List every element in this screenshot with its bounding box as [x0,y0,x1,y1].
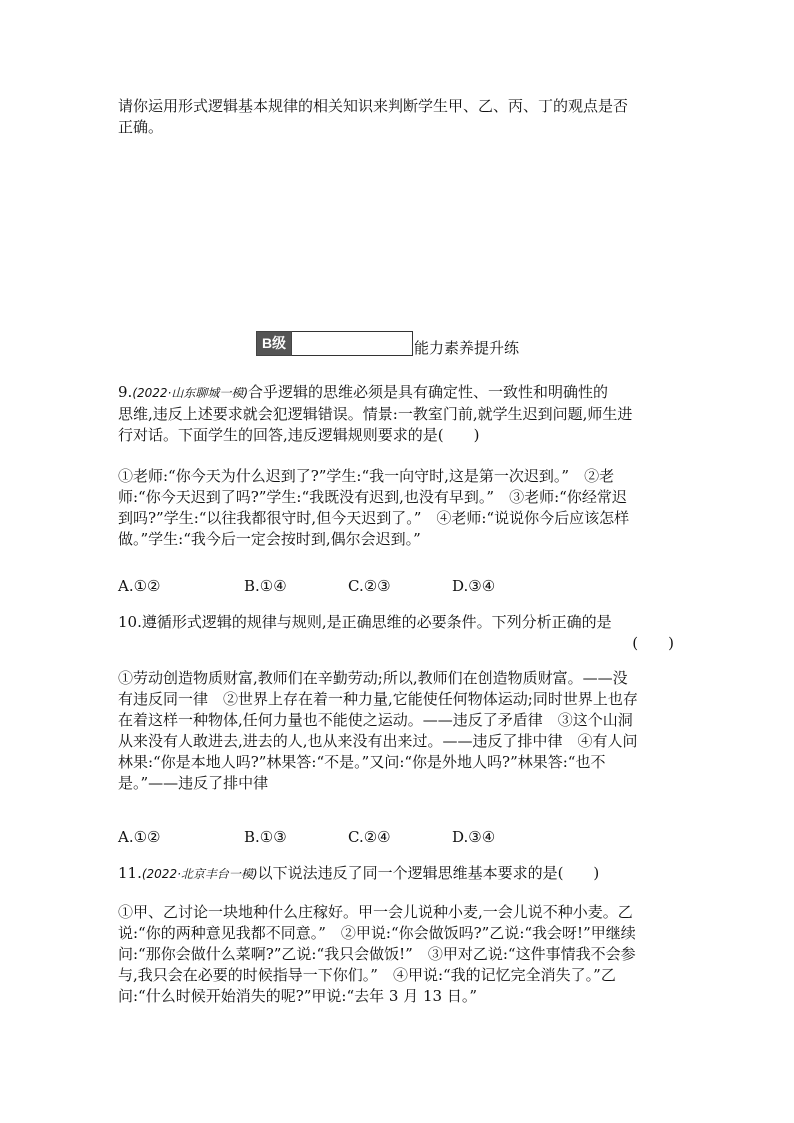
question-10-stem [118,612,678,654]
q10-body-line: 有违反同一律 ②世界上存在着一种力量,它能使任何物体运动;同时世界上也存 [118,690,638,708]
answer-bracket: ( ) [632,634,674,652]
intro-line: 请你运用形式逻辑基本规律的相关知识来判断学生甲、乙、丙、丁的观点是否 [118,97,629,115]
option-a[interactable]: A.①② [118,828,161,846]
q9-body-line: ①老师:“你今天为什么迟到了?”学生:“我一向守时,这是第一次迟到。” ②老 [118,467,615,485]
q9-body-line: 到吗?”学生:“以往我都很守时,但今天迟到了。” ④老师:“说说你今后应该怎样 [118,509,630,527]
q11-body-line: ①甲、乙讨论一块地种什么庄稼好。甲一会儿说种小麦,一会儿说不种小麦。乙 [118,903,633,921]
question-number: 11. [118,864,142,882]
option-a[interactable]: A.①② [118,577,161,595]
q10-body-line: 从来没有人敢进去,进去的人,也从来没有出来过。——违反了排中律 ④有人问 [118,732,638,750]
intro-paragraph [118,96,678,138]
option-d[interactable]: D.③④ [452,828,496,846]
question-9-stem [118,382,678,446]
question-10-body [118,668,678,794]
question-number: 9. [118,383,133,401]
q9-stem-line: 行对话。下面学生的回答,违反逻辑规则要求的是( ) [118,426,480,444]
q11-body-line: 说:“你的两种意见我都不同意。” ②甲说:“你会做饭吗?”乙说:“我会呀!”甲继续 [118,924,636,942]
q10-body-line: 林果:“你是本地人吗?”林果答:“不是。”又问:“你是外地人吗?”林果答:“也不 [118,753,606,771]
question-10-options [118,827,495,848]
question-9-options [118,576,495,597]
q10-body-line: 在着这样一种物体,任何力量也不能使之运动。——违反了矛盾律 ③这个山洞 [118,711,633,729]
section-header [256,331,519,356]
option-c[interactable]: C.②④ [348,828,391,846]
q10-stem-line: 10.遵循形式逻辑的规律与规则,是正确思维的必要条件。下列分析正确的是 [118,613,612,631]
q9-stem-line: 9.(2022·山东聊城一模)合乎逻辑的思维必须是具有确定性、一致性和明确性的 [118,383,609,401]
q9-body-line: 做。”学生:“我今后一定会按时到,偶尔会迟到。” [118,530,421,548]
intro-line: 正确。 [118,118,164,136]
section-title: 能力素养提升练 [414,339,520,357]
grade-blank-box [292,331,413,356]
q11-body-line: 与,我只会在必要的时候指导一下你们。” ④甲说:“我的记忆完全消失了。”乙 [118,966,616,984]
question-11-stem [118,863,678,885]
question-9-body [118,466,678,550]
question-number: 10. [118,613,142,631]
q11-body-line: 问:“那你会做什么菜啊?”乙说:“我只会做饭!” ③甲对乙说:“这件事情我不会参 [118,945,636,963]
question-source: (2022·山东聊城一模) [132,386,249,400]
grade-badge: B级 [256,331,292,356]
option-b[interactable]: B.①④ [244,577,287,595]
q11-stem-line: 11.(2022·北京丰台一模)以下说法违反了同一个逻辑思维基本要求的是( ) [118,864,600,882]
q9-body-line: 师:“你今天迟到了吗?”学生:“我既没有迟到,也没有早到。” ③老师:“你经常迟 [118,488,627,506]
question-11-body [118,902,678,1007]
option-d[interactable]: D.③④ [452,577,496,595]
option-b[interactable]: B.①③ [244,828,287,846]
q11-body-line: 问:“什么时候开始消失的呢?”甲说:“去年 3 月 13 日。” [118,987,478,1005]
q10-body-line: ①劳动创造物质财富,教师们在辛勤劳动;所以,教师们在创造物质财富。——没 [118,669,628,687]
q9-stem-line: 思维,违反上述要求就会犯逻辑错误。情景:一教室门前,就学生迟到问题,师生进 [118,405,633,423]
q10-body-line: 是。”——违反了排中律 [118,774,269,792]
option-c[interactable]: C.②③ [348,577,391,595]
question-source: (2022·北京丰台一模) [141,867,258,881]
